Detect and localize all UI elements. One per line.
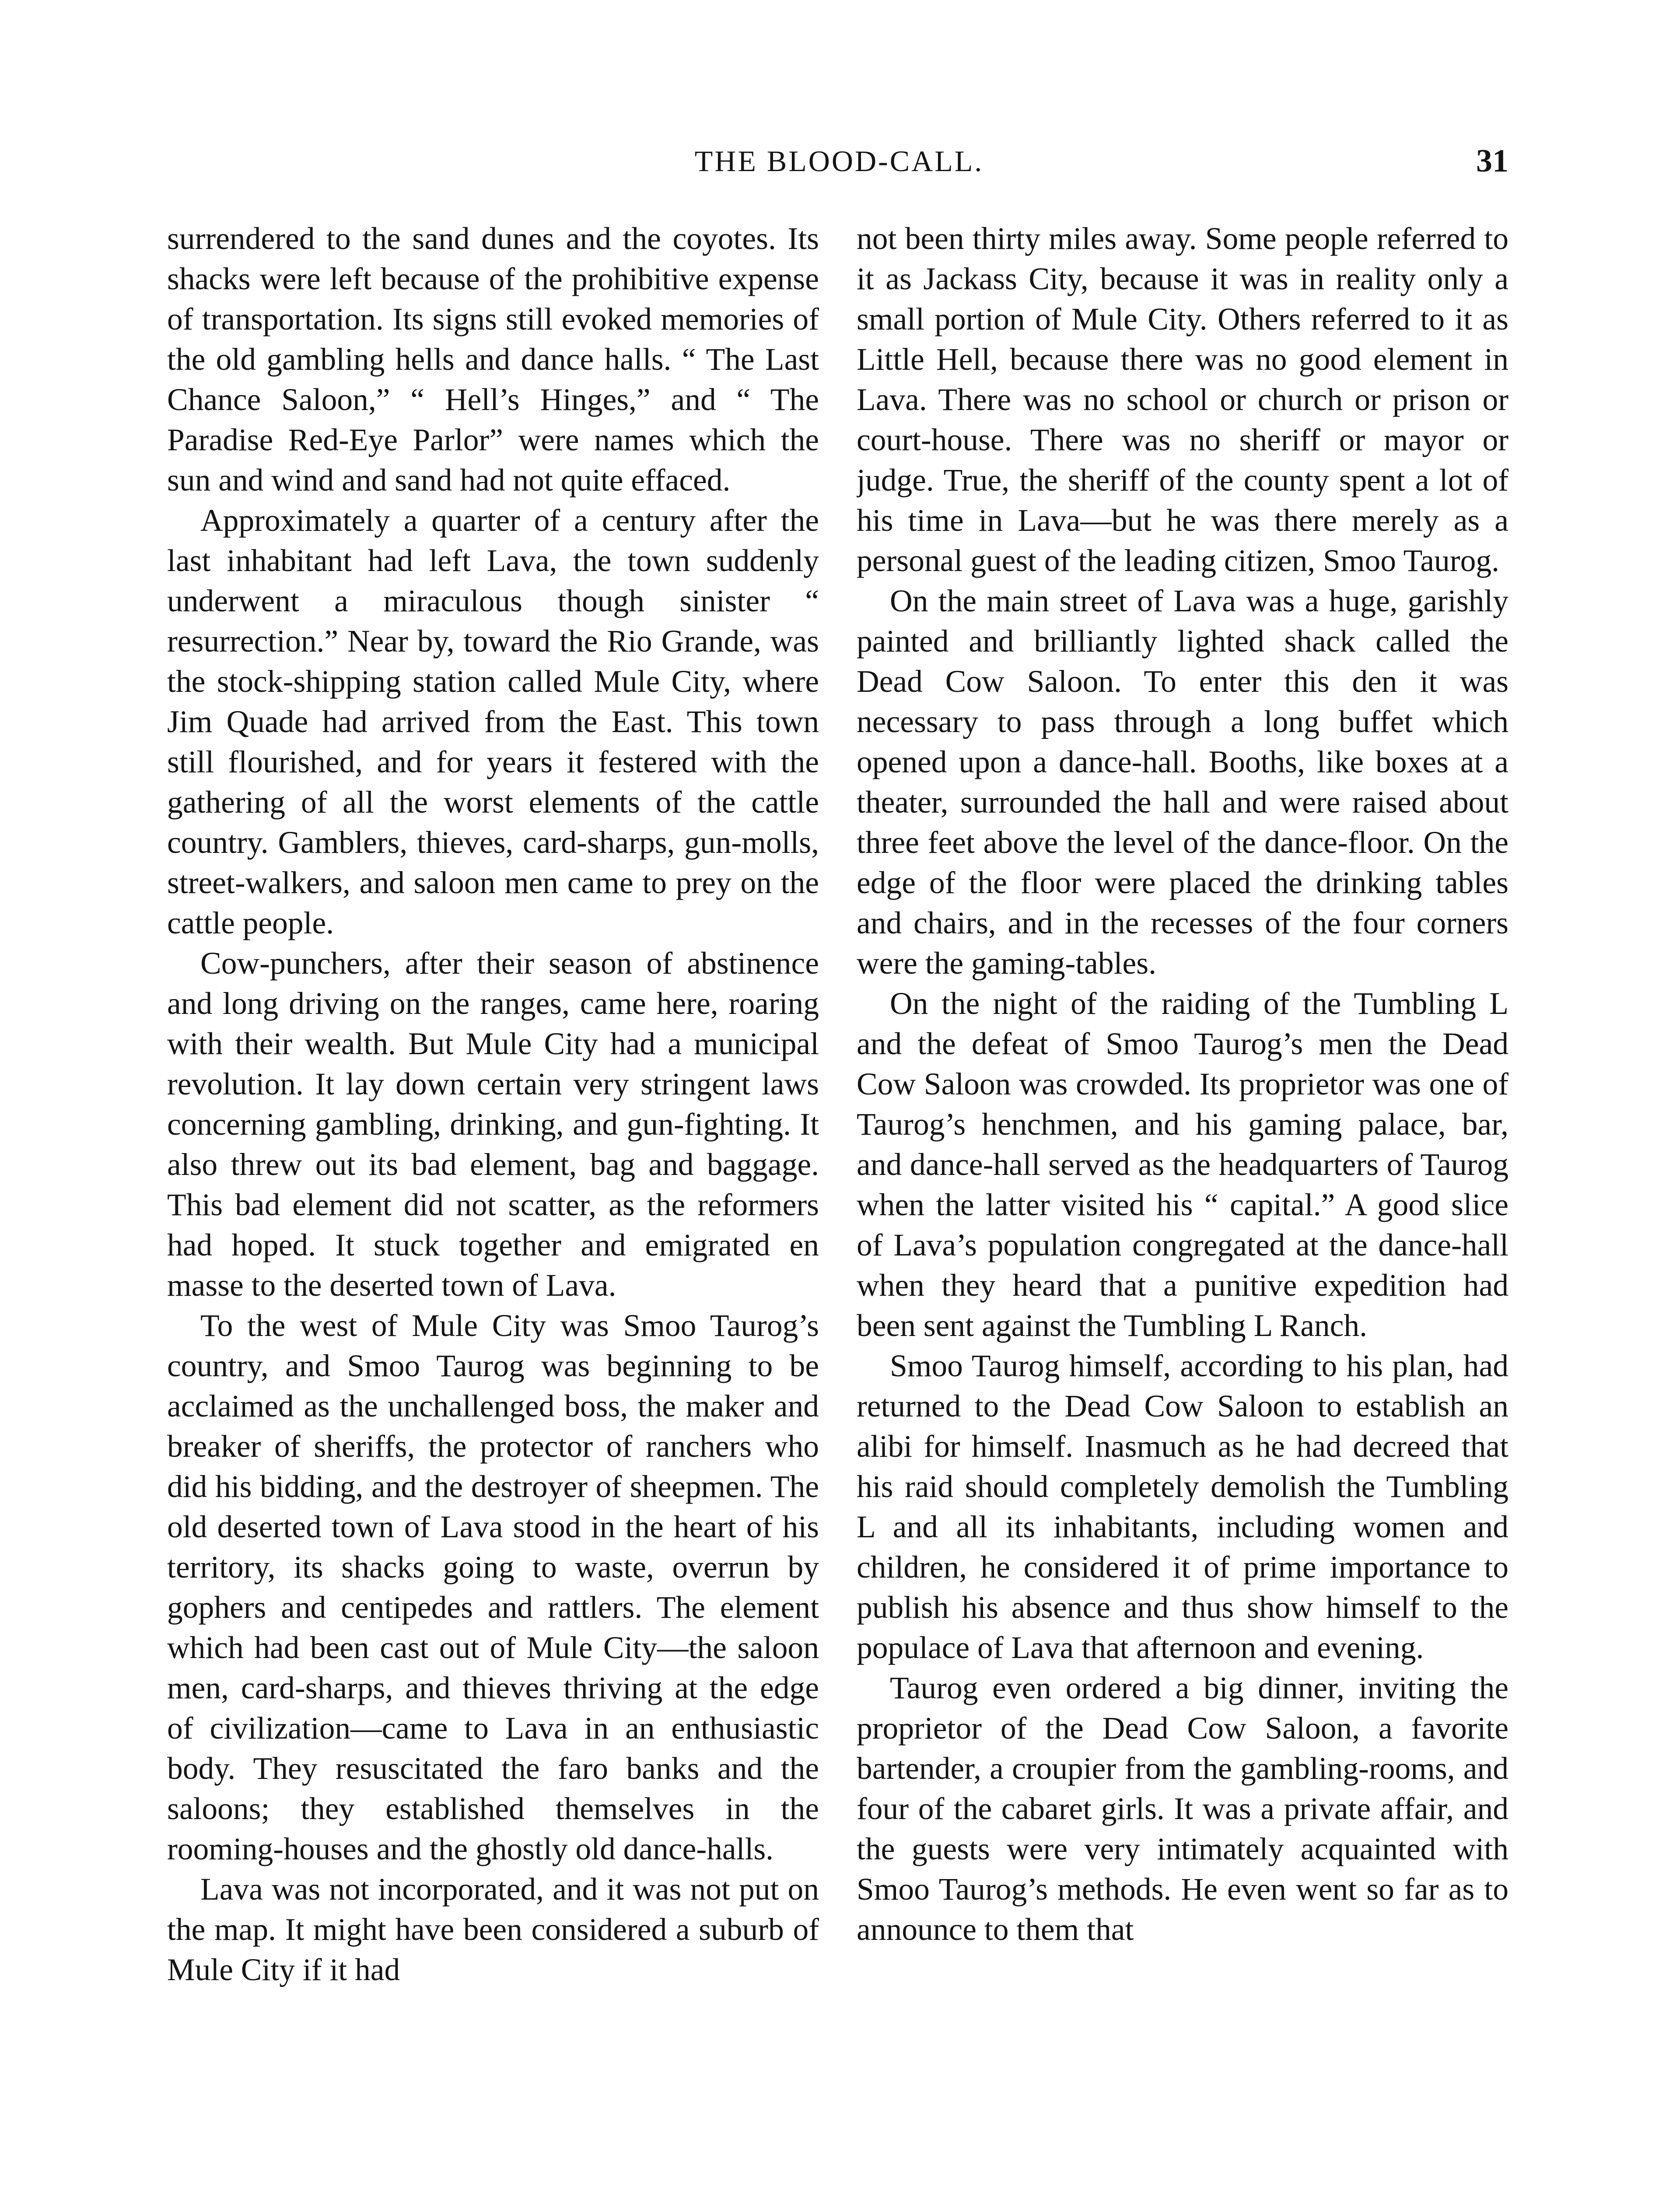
paragraph: To the west of Mule City was Smoo Taurog’s country, and Smoo Taurog was beginning to be acclaimed as the unchallenged boss, the maker and breaker of sheriffs, the protector of ranchers who did his bidding, and the destroyer of sheepmen. The old deserted town of Lava stood in the heart of his territory, its shacks going to waste, overrun by gophers and centipedes and rattlers. The element which had been cast out of Mule City—the saloon men, card-sharps, and thieves thriving at the edge of civilization—came to Lava in an enthusiastic body. They resuscitated the faro banks and the saloons; they established themselves in the rooming-houses and the ghostly old dance-halls. <box>167 1308 819 1866</box>
paragraph: Taurog even ordered a big dinner, inviting the proprietor of the Dead Cow Saloon, a favorite bartender, a croupier from the gambling-rooms, and four of the cabaret girls. It was a private affair, and the guests were very intimately acquainted with Smoo Taurog’s methods. He even went so far as to announce to them that <box>857 1671 1508 1947</box>
right-column <box>857 219 1508 2188</box>
paragraph: On the main street of Lava was a huge, garishly painted and brilliantly lighted shack called the Dead Cow Saloon. To enter this den it was necessary to pass through a long buffet which opened upon a dance-hall. Booths, like boxes at a theater, surrounded the hall and were raised about three feet above the level of the dance-floor. On the edge of the floor were placed the drinking tables and chairs, and in the recesses of the four corners were the gaming-tables. <box>857 584 1508 981</box>
page-number: 31 <box>1476 143 1508 179</box>
paragraph: Smoo Taurog himself, according to his plan, had returned to the Dead Cow Saloon to establish an alibi for himself. Inasmuch as he had decreed that his raid should completely demolish the Tumbling L and all its inhabitants, including women and children, he considered it of prime importance to publish his absence and thus show himself to the populace of Lava that afternoon and evening. <box>857 1349 1508 1665</box>
page-header <box>170 139 1508 183</box>
running-head: THE BLOOD-CALL. <box>694 144 984 178</box>
paragraph: not been thirty miles away. Some people referred to it as Jackass City, because it was in reality only a small portion of Mule City. Others referred to it as Little Hell, because there was no good element in Lava. There was no school or church or prison or court-house. There was no sheriff or mayor or judge. True, the sheriff of the county spent a lot of his time in Lava—but he was there merely as a personal guest of the leading citizen, Smoo Taurog. <box>857 221 1508 578</box>
paragraph: Cow-punchers, after their season of abstinence and long driving on the ranges, came here, roaring with their wealth. But Mule City had a municipal revolution. It lay down certain very stringent laws concerning gambling, drinking, and gun-fighting. It also threw out its bad element, bag and baggage. This bad element did not scatter, as the reformers had hoped. It stuck together and emigrated en masse to the deserted town of Lava. <box>167 946 819 1303</box>
paragraph: Approximately a quarter of a century after the last inhabitant had left Lava, the town suddenly underwent a miraculous though sinister “ resurrection.” Near by, toward the Rio Grande, was the stock-shipping station called Mule City, where Jim Quade had arrived from the East. This town still flourished, and for years it festered with the gathering of all the worst elements of the cattle country. Gamblers, thieves, card-sharps, gun-molls, street-walkers, and saloon men came to prey on the cattle people. <box>167 503 819 940</box>
paragraph: On the night of the raiding of the Tumbling L and the defeat of Smoo Taurog’s men the Dead Cow Saloon was crowded. Its proprietor was one of Taurog’s henchmen, and his gaming palace, bar, and dance-hall served as the headquarters of Taurog when the latter visited his “ capital.” A good slice of Lava’s population congregated at the dance-hall when they heard that a punitive expedition had been sent against the Tumbling L Ranch. <box>857 986 1508 1343</box>
left-column <box>167 219 819 2188</box>
paragraph: surrendered to the sand dunes and the coyotes. Its shacks were left because of the prohibitive expense of transportation. Its signs still evoked memories of the old gambling hells and dance halls. “ The Last Chance Saloon,” “ Hell’s Hinges,” and “ The Paradise Red-Eye Parlor” were names which the sun and wind and sand had not quite effaced. <box>167 221 819 498</box>
paragraph: Lava was not incorporated, and it was not put on the map. It might have been considered a suburb of Mule City if it had <box>167 1872 819 1987</box>
